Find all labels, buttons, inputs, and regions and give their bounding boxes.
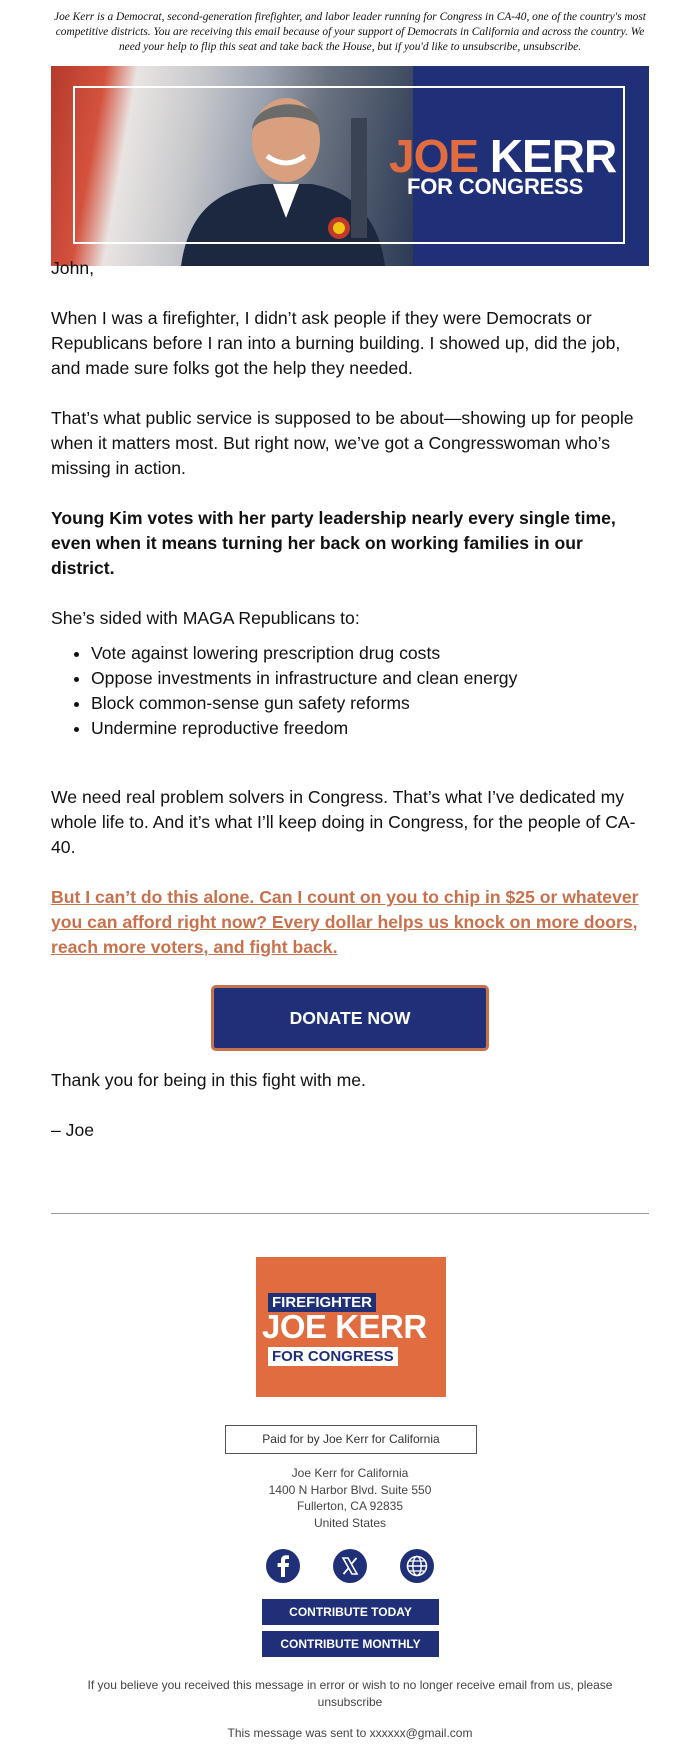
contribute-today-button[interactable]: CONTRIBUTE TODAY	[262, 1599, 439, 1625]
disclaimer-text: If you believe you received this message in error or wish to no longer receive email from us, please	[87, 1678, 613, 1692]
cta-paragraph	[51, 885, 649, 960]
sent-to-email: xxxxxx@gmail.com	[369, 1726, 473, 1740]
list-item: • Vote against lowering prescription drug costs	[91, 641, 649, 666]
address-line: Joe Kerr for California	[291, 1466, 409, 1480]
letter-signoff	[51, 1118, 649, 1143]
list-item: • Block common-sense gun safety reforms	[91, 691, 649, 716]
list-item: • Oppose investments in infrastructure and clean energy	[91, 666, 649, 691]
logo-line-name: JOE KERR	[262, 1308, 427, 1345]
x-icon[interactable]	[333, 1549, 367, 1583]
letter-paragraph-1	[51, 306, 649, 381]
address-line: 1400 N Harbor Blvd. Suite 550	[268, 1482, 432, 1497]
sent-to-line	[70, 1725, 630, 1742]
globe-glyph	[400, 1549, 434, 1583]
globe-icon[interactable]	[400, 1549, 434, 1583]
preheader-unsubscribe-link[interactable]: unsubscribe.	[523, 41, 582, 53]
donate-now-button[interactable]: DONATE NOW	[211, 985, 489, 1051]
bullet-list	[51, 641, 649, 741]
logo-line-firefighter: FIREFIGHTER	[268, 1293, 376, 1312]
letter-greeting	[51, 256, 649, 281]
paragraph-text: We need real problem solvers in Congress. That’s what I’ve dedicated my whole life to. And it’s what I’ll keep doing in Congress, for the people of CA-40.	[51, 787, 636, 857]
facebook-glyph	[266, 1549, 300, 1583]
letter-paragraph-2	[51, 406, 649, 481]
hero-name-last: KERR	[489, 130, 617, 182]
preheader-text: Joe Kerr is a Democrat, second-generation firefighter, and labor leader running for Congress in CA-40, one of the country's most competitive districts. You are receiving this email because of your support of Democrats in California and across the country. We need your help to flip this seat and take back the House, but if you'd like to unsubscribe,	[54, 11, 646, 53]
footer-unsubscribe-link[interactable]: unsubscribe	[317, 1694, 383, 1709]
thanks-text: Thank you for being in this fight with me.	[51, 1070, 366, 1090]
hero-tagline: FOR CONGRESS	[407, 174, 584, 199]
hero-banner	[51, 66, 649, 266]
letter-paragraph-bold	[51, 506, 649, 581]
greeting-text: John,	[51, 258, 95, 278]
donate-cta-link[interactable]: But I can’t do this alone. Can I count on you to chip in $25 or whatever you can afford right now? Every dollar helps us knock on more doors, reach more voters, and fight back.	[51, 887, 639, 957]
contribute-monthly-button[interactable]: CONTRIBUTE MONTHLY	[262, 1631, 439, 1657]
hero-name-first: JOE	[389, 130, 479, 182]
sent-to-prefix: This message was sent to	[227, 1726, 367, 1740]
paragraph-text: She’s sided with MAGA Republicans to:	[51, 608, 360, 628]
x-glyph	[333, 1549, 367, 1583]
preheader	[44, 10, 656, 55]
divider	[51, 1213, 649, 1214]
paid-for-disclaimer: Paid for by Joe Kerr for California	[225, 1425, 477, 1454]
list-item: • Undermine reproductive freedom	[91, 716, 649, 741]
letter-thanks	[51, 1068, 649, 1093]
paragraph-text: Young Kim votes with her party leadership nearly every single time, even when it means turning her back on working families in our district.	[51, 508, 616, 578]
footer-logo	[256, 1257, 446, 1397]
mailing-address	[150, 1465, 550, 1531]
paragraph-text: When I was a firefighter, I didn’t ask people if they were Democrats or Republicans before I ran into a burning building. I showed up, did the job, and made sure folks got the help they needed.	[51, 308, 621, 378]
signoff-text: – Joe	[51, 1120, 95, 1140]
address-line: Fullerton, CA 92835	[296, 1499, 404, 1513]
facebook-icon[interactable]	[266, 1549, 300, 1583]
address-line: United States	[313, 1515, 387, 1530]
logo-line-congress: FOR CONGRESS	[268, 1347, 398, 1366]
hero-candidate-name	[389, 132, 616, 180]
letter-paragraph-5	[51, 785, 649, 860]
paragraph-text: That’s what public service is supposed to be about—showing up for people when it matters most. But right now, we’ve got a Congresswoman who’s missing in action.	[51, 408, 634, 478]
footer-disclaimer	[70, 1677, 630, 1710]
letter-paragraph-4	[51, 606, 649, 631]
